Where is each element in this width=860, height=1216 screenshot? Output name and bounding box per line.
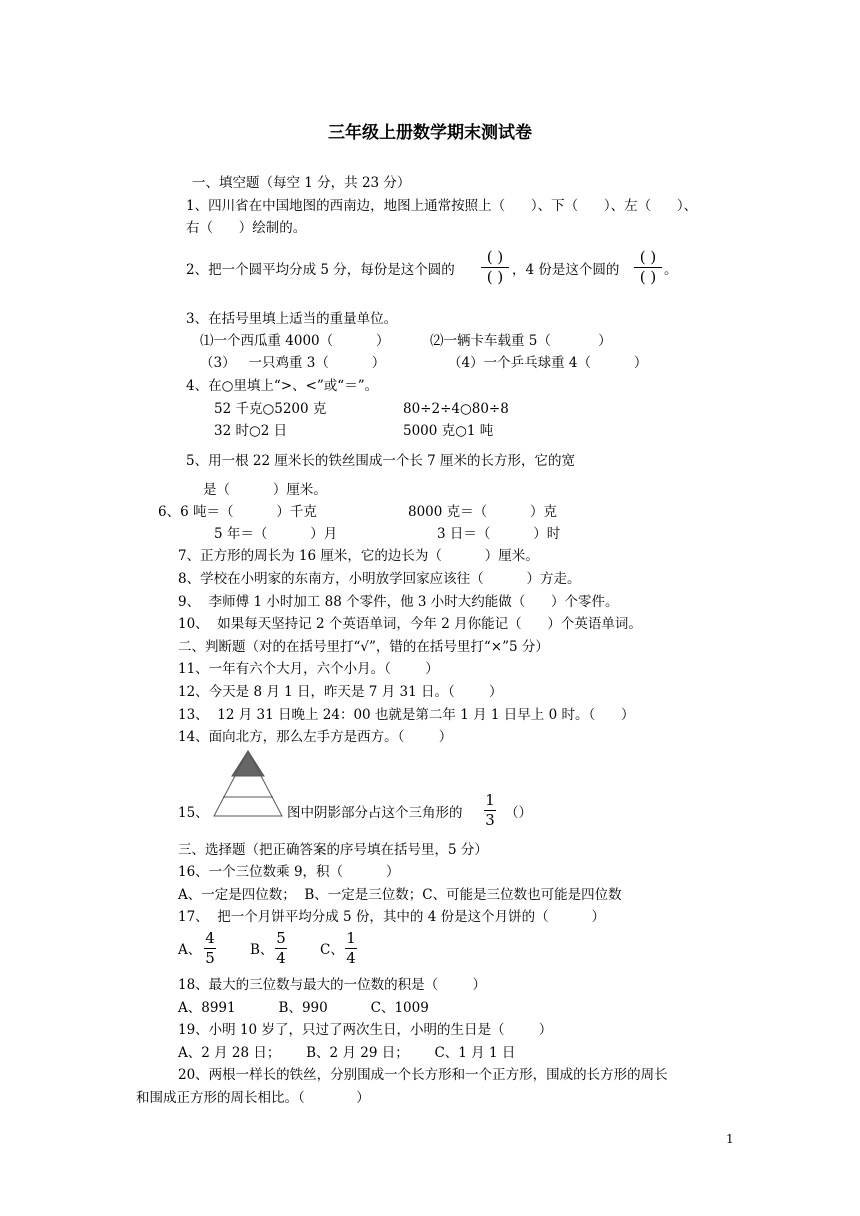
fraction-five-fourths xyxy=(275,930,287,967)
question-18-options: A、8991 B、990 C、1009 xyxy=(178,1000,429,1016)
blank-fraction-1 xyxy=(481,249,509,286)
question-3-a: ⑴一个西瓜重 4000（ ） xyxy=(200,333,390,349)
question-15-text: 图中阴影部分占这个三角形的 xyxy=(287,805,463,821)
question-17-option-a: A、 xyxy=(178,942,202,958)
fraction-numerator: 1 xyxy=(485,791,495,809)
question-19: 19、小明 10 岁了，只过了两次生日，小明的生日是（ ） xyxy=(178,1022,553,1038)
question-20-line-2: 和围成正方形的周长相比。（ ） xyxy=(136,1090,370,1106)
question-18: 18、最大的三位数与最大的一位数的积是（ ） xyxy=(178,977,487,993)
question-15-blank: （） xyxy=(505,805,532,821)
section-3-heading: 三、选择题（把正确答案的序号填在括号里，5 分） xyxy=(178,842,488,858)
question-11: 11、一年有六个大月，六个小月。（ ） xyxy=(178,661,439,677)
question-16: 16、一个三位数乘 9，积（ ） xyxy=(178,864,400,880)
question-6-b: 8000 克＝（ ）克 xyxy=(408,504,558,520)
question-16-options: A、一定是四位数； B、一定是三位数；C、可能是三位数也可能是四位数 xyxy=(178,887,622,903)
page-number: 1 xyxy=(726,1132,734,1146)
question-3: 3、在括号里填上适当的重量单位。 xyxy=(186,311,398,327)
question-15-label: 15、 xyxy=(178,805,209,821)
question-5-line-1: 5、用一根 22 厘米长的铁丝围成一个长 7 厘米的长方形，它的宽 xyxy=(186,453,576,469)
fraction-numerator: 1 xyxy=(346,929,356,947)
question-17-option-c: C、 xyxy=(320,942,344,958)
question-2-part-1: 2、把一个圆平均分成 5 分，每份是这个圆的 xyxy=(186,262,455,278)
question-12: 12、今天是 8 月 1 日，昨天是 7 月 31 日。（ ） xyxy=(178,684,503,700)
fraction-numerator: ( ) xyxy=(639,248,657,266)
question-4-a: 52 千克○5200 克 xyxy=(214,401,327,417)
question-19-options: A、2 月 28 日； B、2 月 29 日； C、1 月 1 日 xyxy=(178,1045,516,1061)
blank-fraction-2 xyxy=(634,249,662,286)
fraction-numerator: ( ) xyxy=(486,248,504,266)
question-4-d: 5000 克○1 吨 xyxy=(403,423,494,439)
fraction-denominator: 3 xyxy=(485,811,495,829)
question-9: 9、 李师傅 1 小时加工 88 个零件，他 3 小时大约能做（ ）个零件。 xyxy=(178,594,619,610)
question-7: 7、正方形的周长为 16 厘米，它的边长为（ ）厘米。 xyxy=(178,548,539,564)
question-6-c: 5 年＝（ ）月 xyxy=(214,526,338,542)
section-1-heading: 一、填空题（每空 1 分，共 23 分） xyxy=(192,175,411,191)
fraction-denominator: 4 xyxy=(346,949,356,967)
question-4-c: 32 时○2 日 xyxy=(214,423,288,439)
question-20-line-1: 20、两根一样长的铁丝，分别围成一个长方形和一个正方形，围成的长方形的周长 xyxy=(178,1067,668,1083)
question-14: 14、面向北方，那么左手方是西方。（ ） xyxy=(178,729,453,745)
fraction-denominator: ( ) xyxy=(639,268,657,286)
question-2-part-2: ，4 份是这个圆的 xyxy=(512,262,620,278)
question-2-part-3: 。 xyxy=(664,262,678,278)
question-13: 13、 12 月 31 日晚上 24：00 也就是第二年 1 月 1 日早上 0 时。（ ） xyxy=(178,707,635,723)
fraction-denominator: 5 xyxy=(205,949,215,967)
fraction-one-third xyxy=(484,792,496,829)
question-17: 17、 把一个月饼平均分成 5 份，其中的 4 份是这个月饼的（ ） xyxy=(178,909,606,925)
question-4-b: 80÷2÷4○80÷8 xyxy=(403,401,509,417)
fraction-denominator: ( ) xyxy=(486,268,504,286)
question-10: 10、 如果每天坚持记 2 个英语单词，今年 2 月你能记（ ）个英语单词。 xyxy=(178,616,642,632)
fraction-numerator: 4 xyxy=(205,929,215,947)
fraction-one-fourth xyxy=(345,930,357,967)
fraction-numerator: 5 xyxy=(276,929,286,947)
section-2-heading: 二、判断题（对的在括号里打“√”，错的在括号里打“×”5 分） xyxy=(178,639,549,655)
question-3-c: （3） 一只鸡重 3（ ） xyxy=(200,355,386,371)
question-3-b: ⑵一辆卡车载重 5（ ） xyxy=(430,333,612,349)
page-title: 三年级上册数学期末测试卷 xyxy=(328,123,532,143)
fraction-four-fifths xyxy=(204,930,216,967)
question-6-d: 3 日＝（ ）时 xyxy=(437,526,561,542)
triangle-figure xyxy=(212,750,284,818)
question-4: 4、在○里填上“>、<”或“＝”。 xyxy=(186,378,379,394)
fraction-denominator: 4 xyxy=(276,949,286,967)
question-8: 8、学校在小明家的东南方，小明放学回家应该往（ ）方走。 xyxy=(178,571,581,587)
question-3-d: （4）一个乒乓球重 4（ ） xyxy=(448,355,648,371)
question-17-option-b: B、 xyxy=(250,942,274,958)
question-1-line-1: 1、四川省在中国地图的西南边，地图上通常按照上（ ）、下（ ）、左（ ）、 xyxy=(186,198,698,214)
question-1-line-2: 右（ ）绘制的。 xyxy=(186,220,307,236)
question-5-line-2: 是（ ）厘米。 xyxy=(203,482,327,498)
question-6-a: 6、6 吨＝（ ）千克 xyxy=(158,504,317,520)
